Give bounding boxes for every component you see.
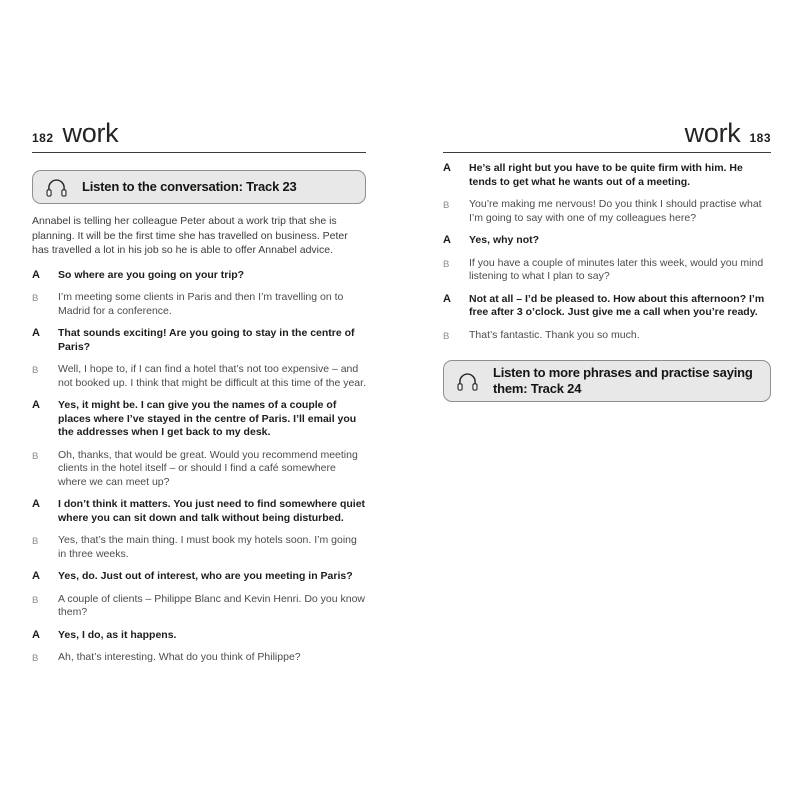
page-number: 182 — [32, 131, 54, 145]
speaker-label: A — [443, 162, 451, 174]
page-header-right — [443, 120, 771, 153]
section-title: work — [62, 118, 119, 148]
listen-track-box — [32, 170, 366, 204]
dialogue-text: Not at all – I’d be pleased to. How about this afternoon? I’m free after 3 o’clock. Just give me a call when you’re ready. — [469, 292, 765, 318]
dialogue-row — [32, 498, 366, 525]
dialogue-row — [443, 257, 771, 284]
page-left — [32, 0, 366, 675]
dialogue-row — [32, 291, 366, 318]
dialogue-row — [443, 198, 771, 225]
dialogue-text: So where are you going on your trip? — [58, 268, 245, 281]
speaker-label: B — [32, 365, 39, 376]
dialogue-row — [443, 329, 771, 344]
listen-track-box — [443, 360, 771, 402]
dialogue-text: He’s all right but you have to be quite firm with him. He tends to get what he wants out of a meeting. — [469, 162, 743, 188]
speaker-label: A — [32, 268, 40, 281]
left-dialogue — [32, 269, 366, 666]
speaker-label: A — [32, 498, 40, 510]
dialogue-text: That sounds exciting! Are you going to stay in the centre of Paris? — [58, 327, 355, 353]
dialogue-text: Yes, it might be. I can give you the names of a couple of places where I’ve stayed in the centre of Paris. I’ll email you the addresses when I get back to my desk. — [58, 399, 357, 438]
dialogue-row — [32, 651, 366, 666]
speaker-label: A — [32, 628, 40, 641]
dialogue-row — [32, 363, 366, 390]
speaker-label: B — [32, 293, 39, 304]
speaker-label: B — [32, 653, 39, 664]
speaker-label: A — [32, 570, 40, 582]
dialogue-text: Ah, that’s interesting. What do you think of Philippe? — [58, 651, 301, 663]
dialogue-row — [32, 629, 366, 643]
dialogue-text: If you have a couple of minutes later this week, would you mind listening to what I plan to say? — [469, 256, 764, 282]
intro-paragraph: Annabel is telling her colleague Peter about a work trip that she is planning. It will be the first time she has travelled on business. Peter has travelled a lot in his job so he is able to offer Annabel advice. — [32, 215, 348, 256]
dialogue-row — [443, 162, 771, 189]
dialogue-row — [32, 449, 366, 490]
speaker-label: A — [32, 399, 40, 411]
headphones-icon — [45, 177, 68, 198]
speaker-label: A — [443, 292, 451, 305]
speaker-label: B — [32, 536, 39, 547]
dialogue-row — [443, 293, 771, 320]
right-dialogue — [443, 162, 771, 343]
speaker-label: B — [32, 450, 39, 462]
speaker-label: B — [443, 200, 450, 211]
dialogue-row — [443, 234, 771, 248]
dialogue-text: That’s fantastic. Thank you so much. — [469, 328, 640, 341]
listen-box-label: Listen to more phrases and practise saying them: Track 24 — [493, 365, 753, 396]
dialogue-row — [32, 269, 366, 283]
dialogue-row — [32, 534, 366, 561]
speaker-label: B — [443, 330, 450, 342]
section-title: work — [684, 118, 741, 148]
dialogue-text: Yes, I do, as it happens. — [58, 628, 177, 641]
dialogue-row — [32, 570, 366, 584]
dialogue-text: Oh, thanks, that would be great. Would you recommend meeting clients in the hotel itself – or should I find a café somewhere where we can meet up? — [58, 448, 358, 488]
dialogue-text: You’re making me nervous! Do you think I should practise what I’m going to say with one of my colleagues here? — [469, 198, 762, 224]
headphones-icon — [456, 371, 479, 392]
dialogue-text: Yes, why not? — [469, 234, 540, 246]
listen-box-label: Listen to the conversation: Track 23 — [82, 179, 297, 194]
dialogue-text: Yes, that’s the main thing. I must book my hotels soon. I’m going in three weeks. — [58, 534, 357, 560]
dialogue-text: A couple of clients – Philippe Blanc and Kevin Henri. Do you know them? — [58, 592, 366, 618]
speaker-label: B — [443, 258, 450, 270]
dialogue-text: Well, I hope to, if I can find a hotel that’s not too expensive – and not booked up. I think that might be difficult at this time of the year. — [58, 363, 366, 389]
dialogue-text: I’m meeting some clients in Paris and then I’m travelling on to Madrid for a conference. — [58, 291, 344, 317]
speaker-label: B — [32, 594, 39, 606]
dialogue-text: I don’t think it matters. You just need to find somewhere quiet where you can sit down and talk without being disturbed. — [58, 498, 366, 524]
page-right — [443, 0, 771, 402]
dialogue-row — [32, 327, 366, 354]
page-number: 183 — [749, 131, 771, 145]
dialogue-text: Yes, do. Just out of interest, who are you meeting in Paris? — [58, 570, 353, 582]
dialogue-row — [32, 593, 366, 620]
page-header-left — [32, 120, 366, 153]
speaker-label: A — [443, 234, 451, 246]
speaker-label: A — [32, 327, 40, 339]
dialogue-row — [32, 399, 366, 440]
